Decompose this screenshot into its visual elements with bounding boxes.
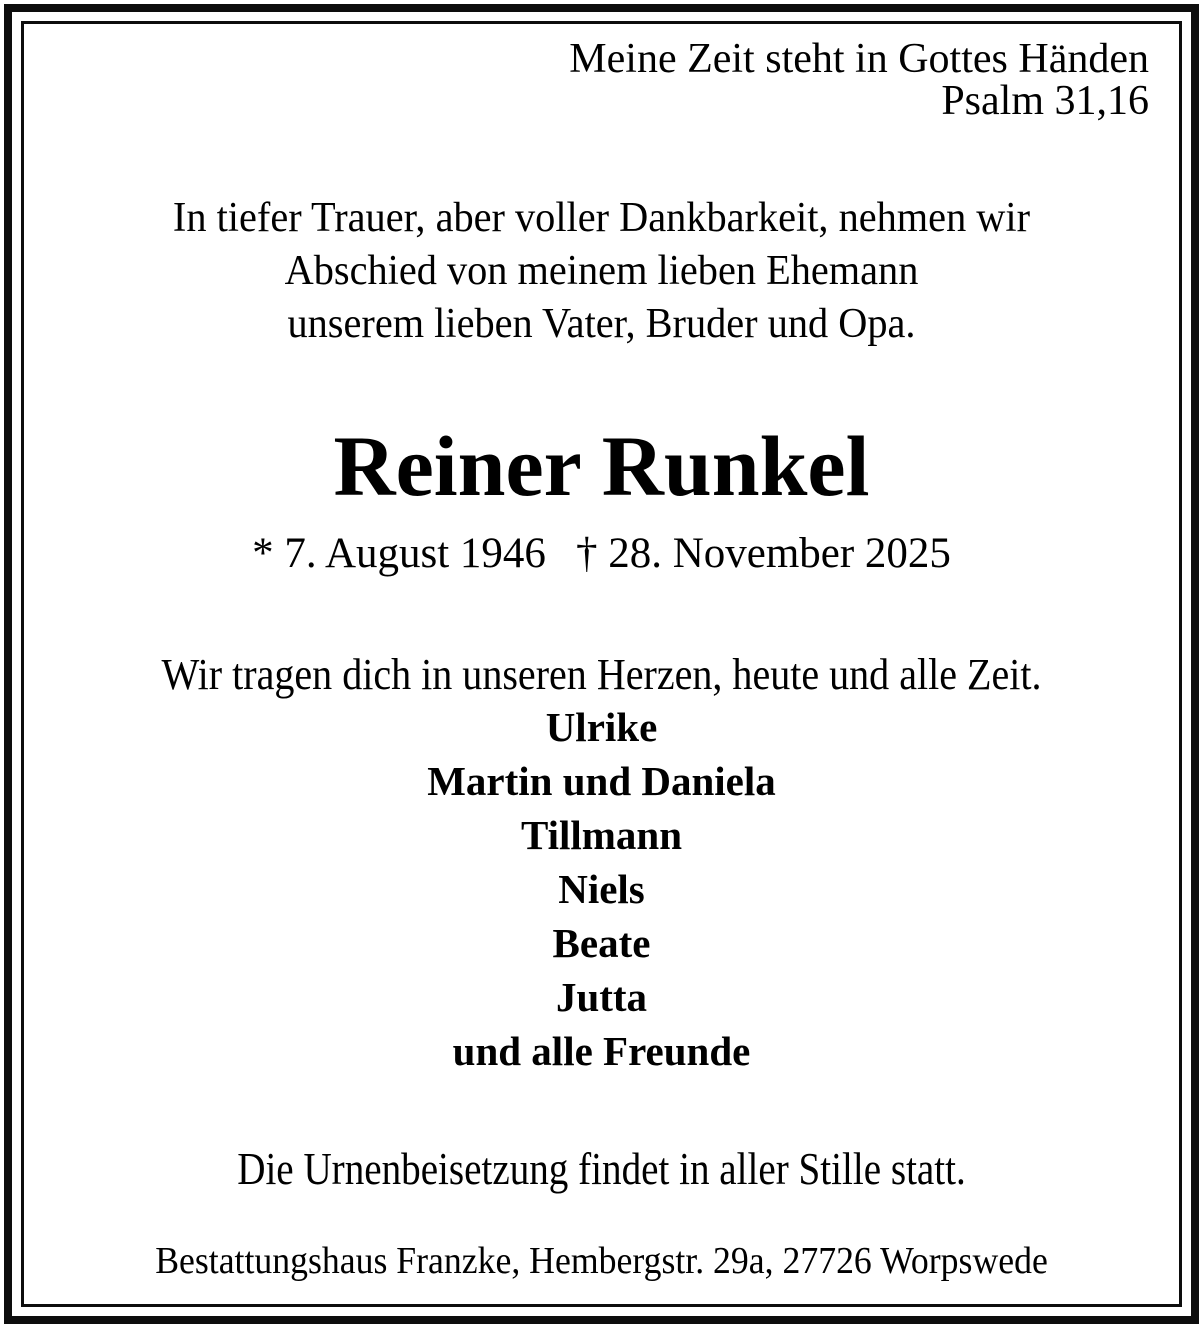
deceased-name: Reiner Runkel <box>333 418 870 514</box>
mourner-name: Ulrike <box>545 704 658 750</box>
intro-line: Abschied von meinem lieben Ehemann <box>284 248 919 294</box>
intro-paragraph <box>47 192 1156 351</box>
intro-line: In tiefer Trauer, aber voller Dankbarkeit, nehmen wir <box>172 195 1031 241</box>
mourner-name: Beate <box>552 920 651 966</box>
quote-source: Psalm 31,16 <box>941 78 1149 124</box>
mourner-name: Jutta <box>555 974 648 1020</box>
funeral-home-line: Bestattungshaus Franzke, Hembergstr. 29a, 27726 Worpswede <box>155 1240 1048 1282</box>
mourner-name: Tillmann <box>520 812 683 858</box>
mourner-name: Martin und Daniela <box>427 758 776 804</box>
mourner-name: Niels <box>558 866 645 912</box>
mourners-list <box>24 700 1179 1078</box>
burial-notice: Die Urnenbeisetzung findet in aller Stille statt. <box>237 1143 966 1194</box>
mourner-name: und alle Freunde <box>452 1028 751 1074</box>
scripture-quote <box>24 24 1179 122</box>
quote-text: Meine Zeit steht in Gottes Händen <box>569 36 1149 82</box>
birth-date: * 7. August 1946 <box>252 530 546 577</box>
life-dates <box>24 526 1179 581</box>
inner-border <box>21 21 1182 1307</box>
outer-border <box>4 4 1199 1324</box>
tribute-line: Wir tragen dich in unseren Herzen, heute und alle Zeit. <box>161 650 1042 699</box>
intro-line: unserem lieben Vater, Bruder und Opa. <box>287 301 916 347</box>
death-date: † 28. November 2025 <box>575 530 951 577</box>
